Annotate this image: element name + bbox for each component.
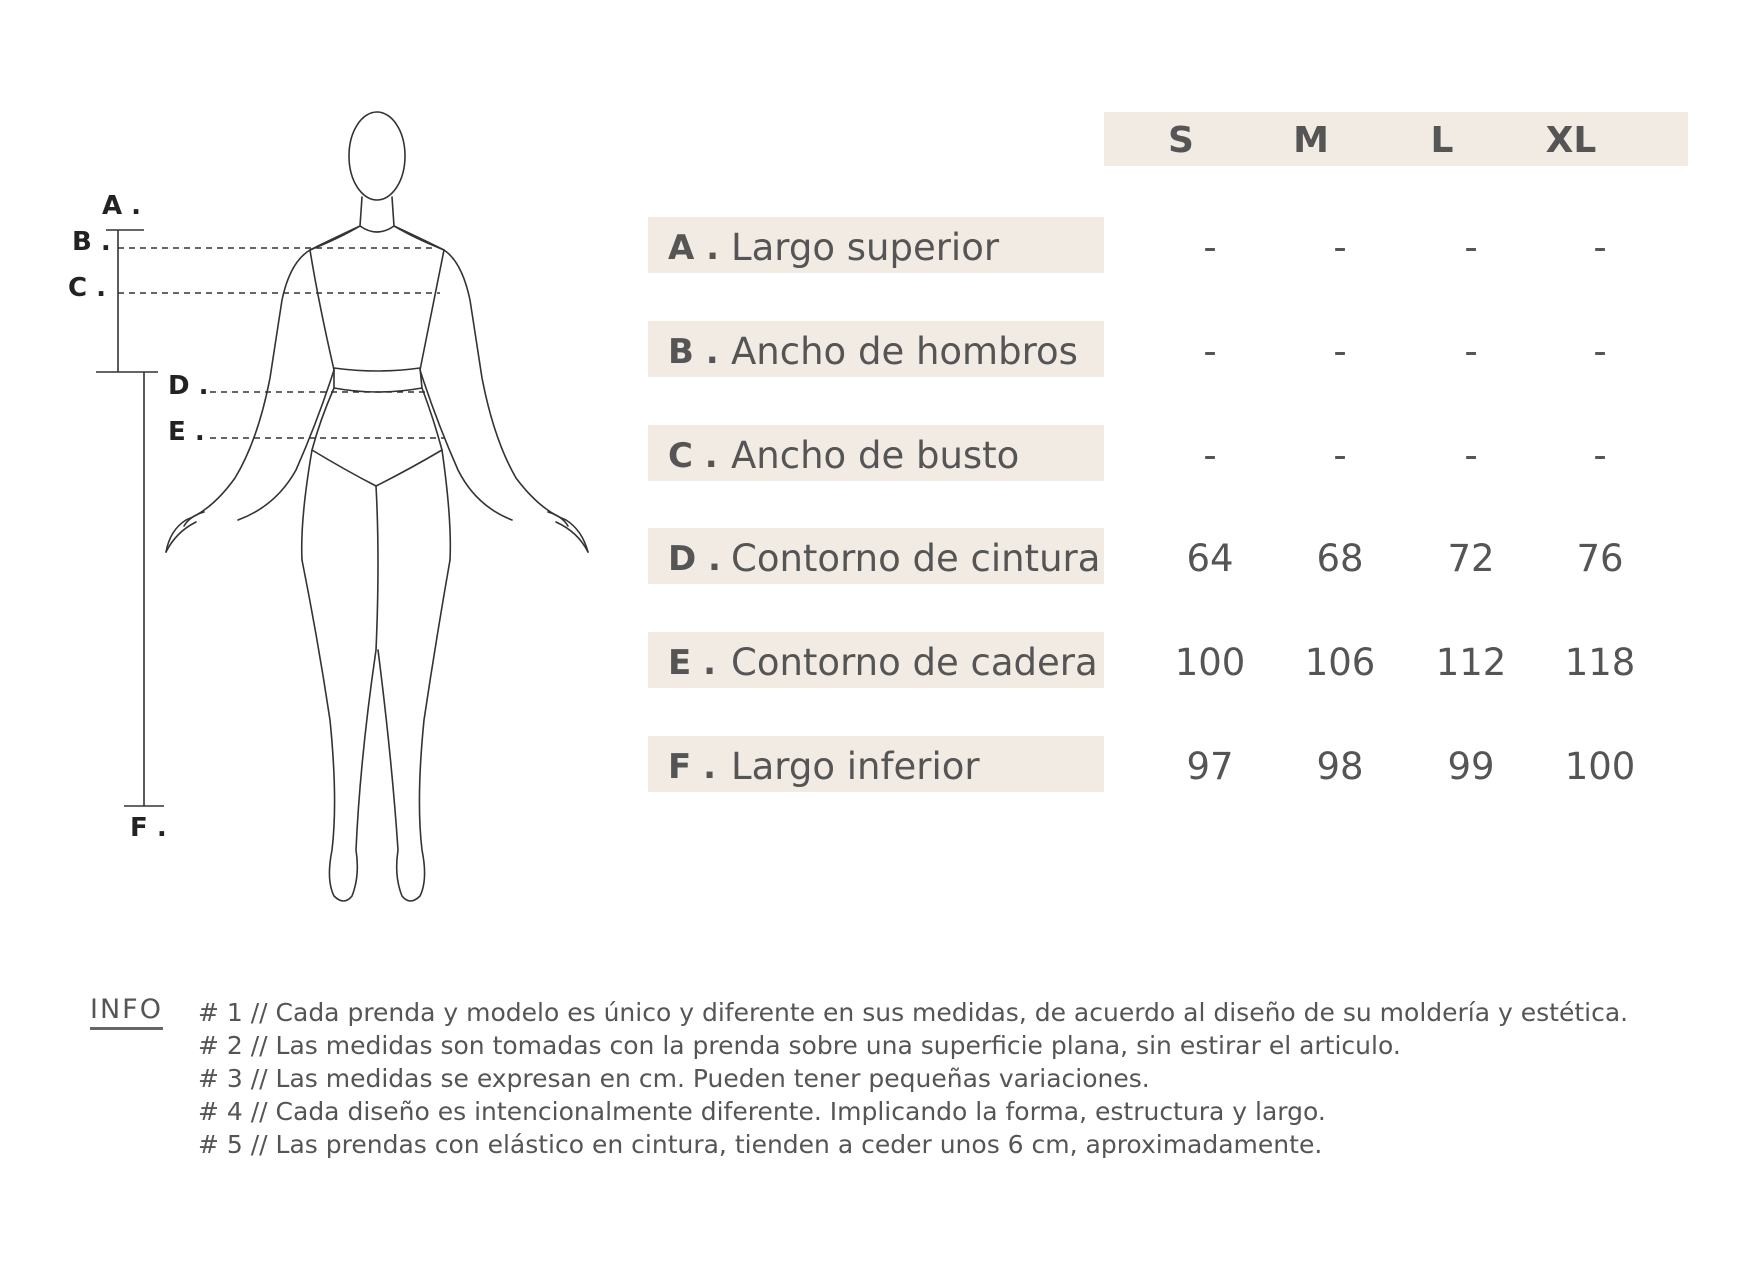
row-name: Largo inferior <box>731 745 980 788</box>
row-label-contorno-de-cintura <box>648 528 1104 584</box>
row-name: Largo superior <box>731 226 1000 269</box>
cell-d-s: 64 <box>1186 537 1234 580</box>
row-name: Ancho de busto <box>731 434 1020 477</box>
info-label: INFO <box>90 994 163 1030</box>
cell-e-m: 106 <box>1304 641 1376 684</box>
cell-c-l: - <box>1464 434 1478 477</box>
row-label-largo-superior <box>648 217 1104 273</box>
cell-f-s: 97 <box>1186 745 1234 788</box>
figure-label-f: F . <box>130 813 167 843</box>
cell-c-m: - <box>1333 434 1347 477</box>
row-name: Contorno de cintura <box>731 537 1101 580</box>
size-l: L <box>1430 120 1454 161</box>
info-note: # 3 // Las medidas se expresan en cm. Pueden tener pequeñas variaciones. <box>198 1064 1150 1093</box>
row-letter: D . <box>668 539 721 579</box>
info-note: # 5 // Las prendas con elástico en cintura, tienden a ceder unos 6 cm, aproximadamente. <box>198 1130 1323 1159</box>
row-label-ancho-de-hombros <box>648 321 1104 377</box>
cell-c-xl: - <box>1593 434 1607 477</box>
measurement-guides <box>96 230 164 806</box>
size-xl: XL <box>1545 120 1597 161</box>
size-m: M <box>1293 120 1329 161</box>
cell-d-m: 68 <box>1316 537 1364 580</box>
row-letter: F . <box>668 747 716 787</box>
cell-f-l: 99 <box>1447 745 1495 788</box>
cell-b-m: - <box>1333 330 1347 373</box>
figure-label-e: E . <box>168 417 205 447</box>
row-label-contorno-de-cadera <box>648 632 1104 688</box>
cell-c-s: - <box>1203 434 1217 477</box>
cell-a-m: - <box>1333 226 1347 269</box>
measurement-dashes <box>118 248 444 438</box>
cell-a-s: - <box>1203 226 1217 269</box>
info-notes <box>198 996 1628 1161</box>
cell-d-xl: 76 <box>1576 537 1624 580</box>
figure-label-c: C . <box>68 273 107 303</box>
size-s: S <box>1168 120 1194 161</box>
cell-d-l: 72 <box>1447 537 1495 580</box>
figure-label-a: A . <box>102 191 142 221</box>
figure-label-b: B . <box>72 227 111 257</box>
cell-f-xl: 100 <box>1564 745 1636 788</box>
cell-e-s: 100 <box>1174 641 1246 684</box>
row-letter: B . <box>668 332 719 372</box>
mannequin-outline <box>166 112 588 901</box>
cell-b-l: - <box>1464 330 1478 373</box>
cell-a-xl: - <box>1593 226 1607 269</box>
figure-label-d: D . <box>168 371 209 401</box>
body-figure <box>0 0 640 960</box>
cell-e-xl: 118 <box>1564 641 1636 684</box>
mannequin-illustration <box>0 0 640 960</box>
row-label-largo-inferior <box>648 736 1104 792</box>
info-note: # 1 // Cada prenda y modelo es único y diferente en sus medidas, de acuerdo al diseño de su moldería y estética. <box>198 998 1629 1027</box>
row-letter: C . <box>668 436 718 476</box>
size-header <box>1104 112 1688 166</box>
row-letter: E . <box>668 643 716 683</box>
cell-e-l: 112 <box>1435 641 1507 684</box>
row-letter: A . <box>668 228 720 268</box>
row-name: Ancho de hombros <box>731 330 1078 373</box>
info-note: # 2 // Las medidas son tomadas con la prenda sobre una superficie plana, sin estirar el articulo. <box>198 1031 1401 1060</box>
cell-a-l: - <box>1464 226 1478 269</box>
row-label-ancho-de-busto <box>648 425 1104 481</box>
row-name: Contorno de cadera <box>731 641 1098 684</box>
cell-b-xl: - <box>1593 330 1607 373</box>
cell-b-s: - <box>1203 330 1217 373</box>
info-note: # 4 // Cada diseño es intencionalmente diferente. Implicando la forma, estructura y largo. <box>198 1097 1326 1126</box>
cell-f-m: 98 <box>1316 745 1364 788</box>
